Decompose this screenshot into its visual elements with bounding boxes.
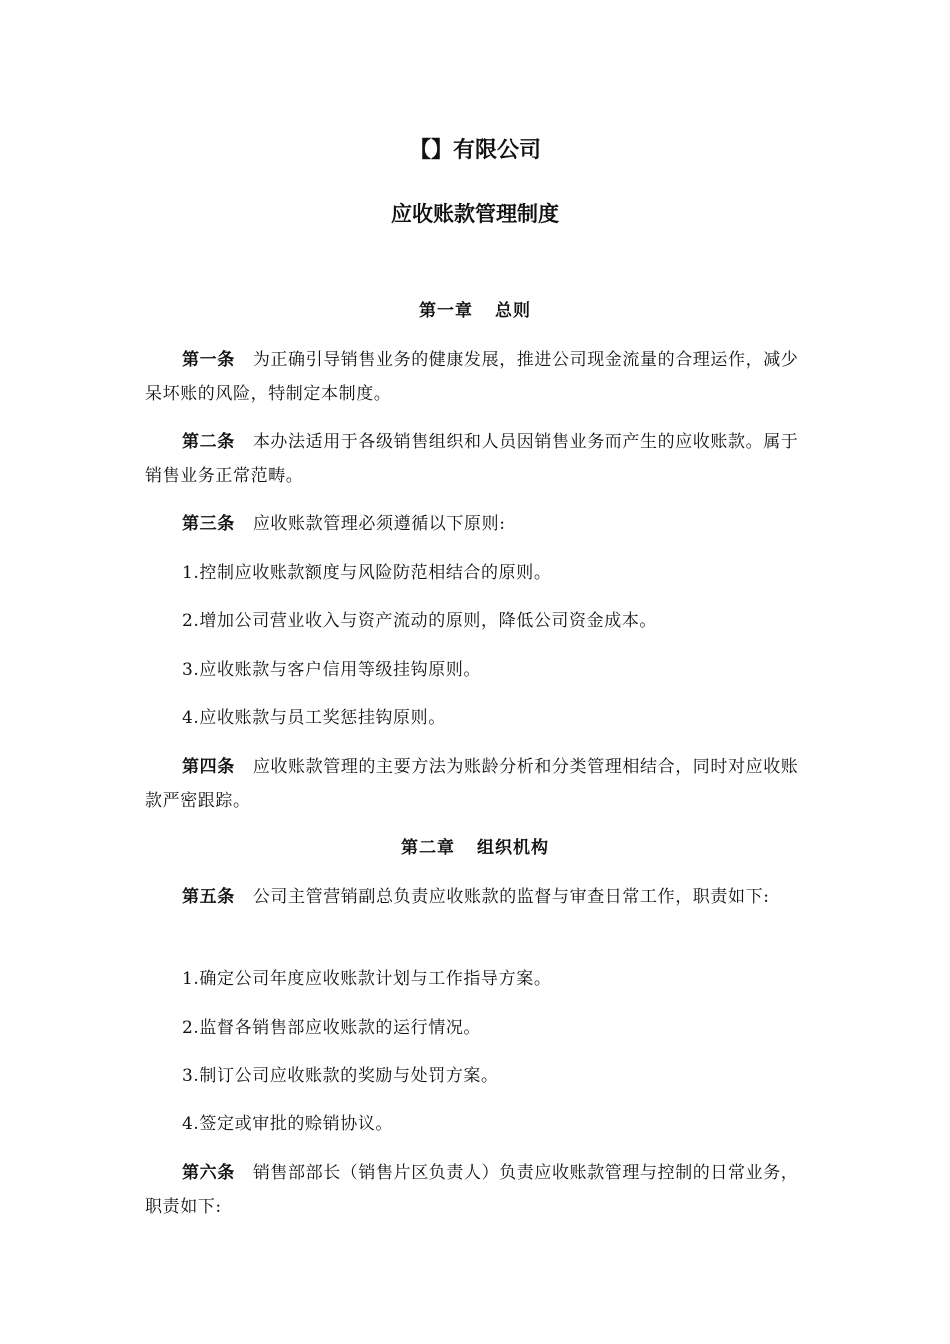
chapter-heading-2 [0,834,950,862]
chapter-heading-1 [0,297,950,325]
article-label: 第三条 [182,514,235,534]
list-item: 1.控制应收账款额度与风险防范相结合的原则。 [182,563,552,583]
article-text: 公司主管营销副总负责应收账款的监督与审查日常工作，职责如下: [252,887,770,907]
article-text: 为正确引导销售业务的健康发展，推进公司现金流量的合理运作，减少呆坏账的风险，特制定本制度。 [145,350,799,404]
article-label: 第一条 [182,350,235,370]
article-5 [145,880,805,914]
article-3 [145,507,805,541]
article-text: 本办法适用于各级销售组织和人员因销售业务而产生的应收账款。属于销售业务正常范畴。 [145,432,799,486]
article-label: 第二条 [182,432,235,452]
document-title: 应收账款管理制度 [391,202,559,226]
article-1 [145,343,805,411]
article-text: 销售部部长（销售片区负责人）负责应收账款管理与控制的日常业务，职责如下: [145,1163,799,1217]
chapter-label: 第一章 [419,301,473,321]
list-item: 4.应收账款与员工奖惩挂钩原则。 [182,708,446,728]
article-label: 第四条 [182,757,235,777]
chapter-label: 第二章 [401,838,455,858]
article-6 [145,1156,805,1224]
company-title: 【】有限公司 [408,138,541,163]
list-item: 2.增加公司营业收入与资产流动的原则，降低公司资金成本。 [182,611,658,631]
chapter-name: 总则 [495,301,531,321]
article-label: 第六条 [182,1163,235,1183]
article-text: 应收账款管理必须遵循以下原则: [252,514,506,534]
article-text: 应收账款管理的主要方法为账龄分析和分类管理相结合，同时对应收账款严密跟踪。 [145,757,799,811]
list-item: 2.监督各销售部应收账款的运行情况。 [182,1018,482,1038]
article-4 [145,750,805,818]
chapter-name: 组织机构 [477,838,549,858]
list-item: 3.应收账款与客户信用等级挂钩原则。 [182,660,482,680]
article-label: 第五条 [182,887,235,907]
list-item: 3.制订公司应收账款的奖励与处罚方案。 [182,1066,499,1086]
list-item: 1.确定公司年度应收账款计划与工作指导方案。 [182,969,552,989]
list-item: 4.签定或审批的赊销协议。 [182,1114,394,1134]
article-2 [145,425,805,493]
